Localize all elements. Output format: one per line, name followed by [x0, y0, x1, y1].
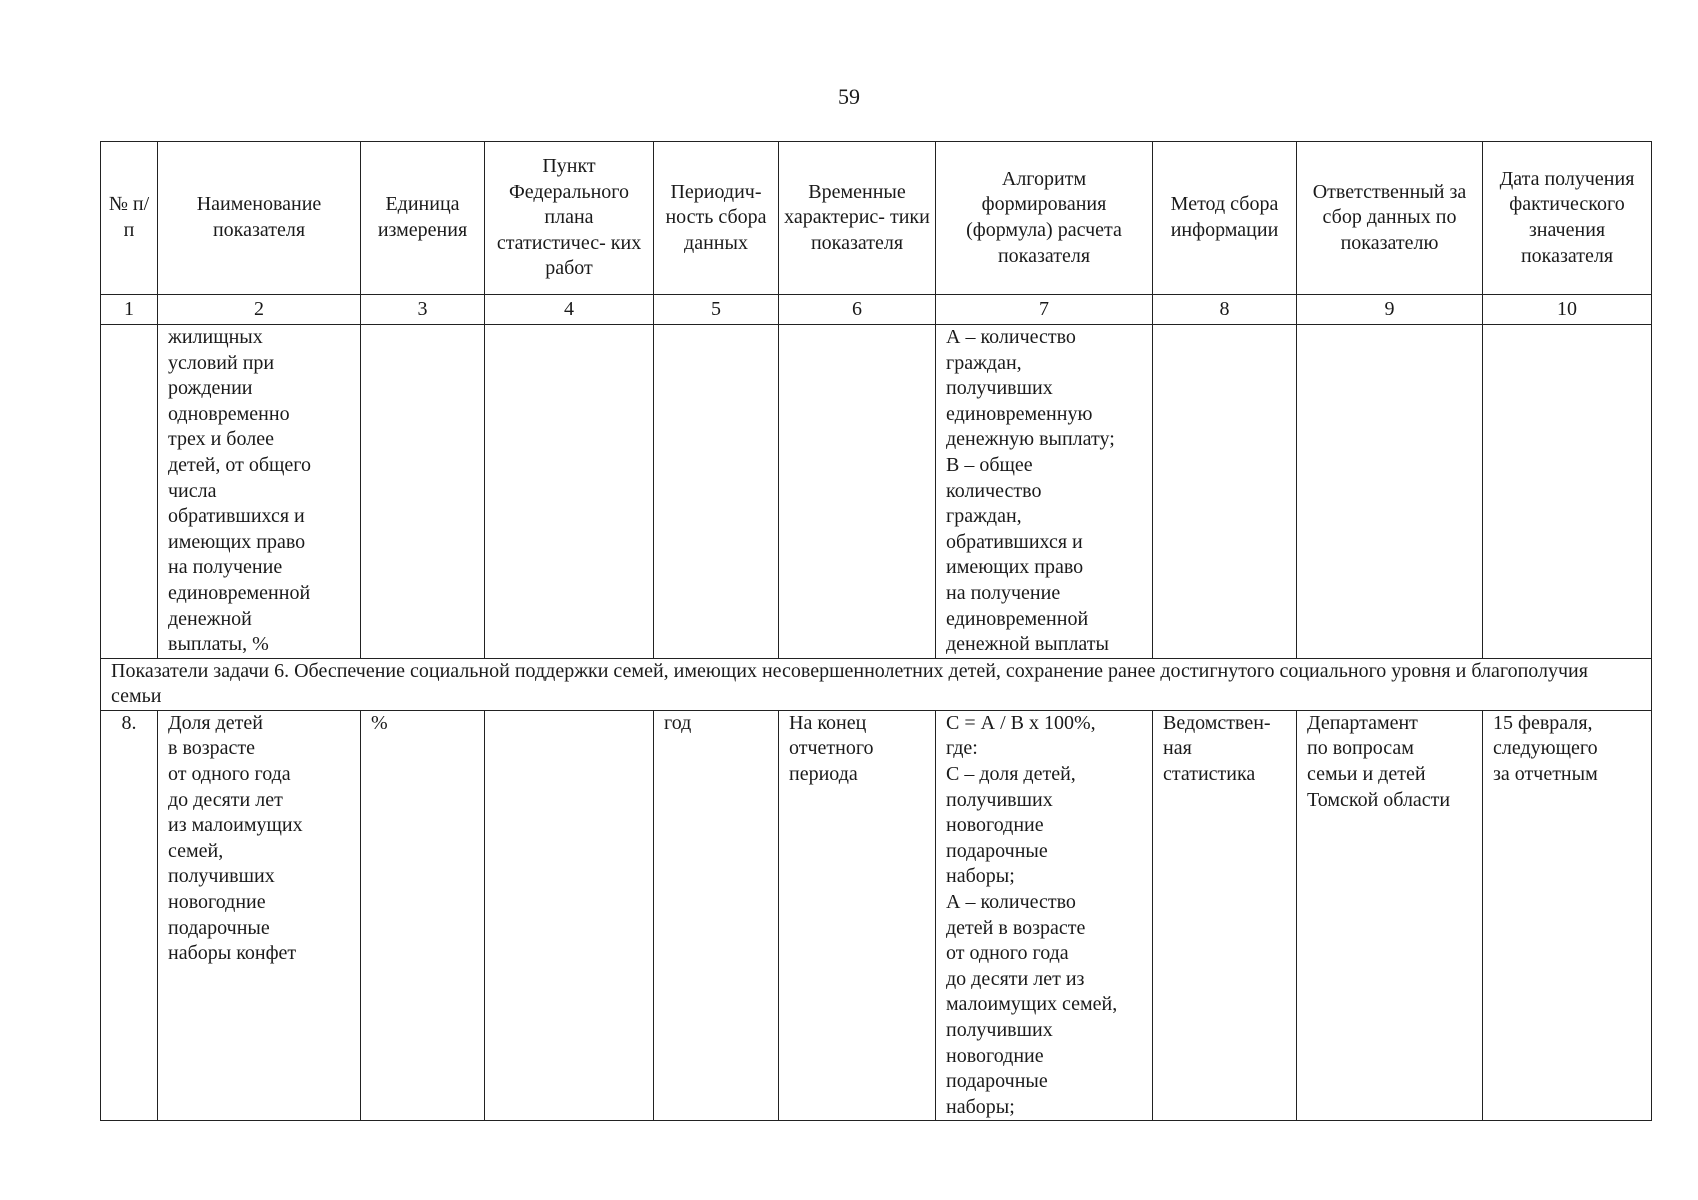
column-number: 4 — [485, 294, 654, 324]
cell-date — [1483, 324, 1652, 658]
cell-unit: % — [361, 710, 485, 1121]
table-row-8 — [101, 710, 1652, 1121]
cell-periodicity: год — [654, 710, 779, 1121]
cell-time-characteristics: На конец отчетного периода — [779, 710, 936, 1121]
header-name: Наименование показателя — [158, 142, 361, 295]
cell-responsible — [1297, 324, 1483, 658]
column-number: 5 — [654, 294, 779, 324]
header-unit: Единица измерения — [361, 142, 485, 295]
cell-algorithm: А – количество граждан, получивших единовременную денежную выплату; В – общее количество граждан, обратившихся и имеющих право на получение единовременной денежной выплаты — [936, 324, 1153, 658]
column-number-row — [101, 294, 1652, 324]
header-time-characteristics: Временные характерис- тики показателя — [779, 142, 936, 295]
cell-indicator-name: жилищных условий при рождении одновременно трех и более детей, от общего числа обратившихся и имеющих право на получение единовременной денежной выплаты, % — [158, 324, 361, 658]
column-number: 8 — [1153, 294, 1297, 324]
column-number: 1 — [101, 294, 158, 324]
column-number: 9 — [1297, 294, 1483, 324]
cell-fpsr — [485, 324, 654, 658]
cell-date: 15 февраля, следующего за отчетным — [1483, 710, 1652, 1121]
indicators-table — [100, 141, 1652, 1121]
header-num: № п/п — [101, 142, 158, 295]
table-row-continued — [101, 324, 1652, 658]
cell-method: Ведомствен- ная статистика — [1153, 710, 1297, 1121]
cell-time-characteristics — [779, 324, 936, 658]
header-periodicity: Периодич- ность сбора данных — [654, 142, 779, 295]
cell-algorithm: С = А / В х 100%, где: С – доля детей, получивших новогодние подарочные наборы; А – количество детей в возрасте от одного года до десяти лет из малоимущих семей, получивших новогодние подарочные наборы; — [936, 710, 1153, 1121]
header-algorithm: Алгоритм формирования (формула) расчета показателя — [936, 142, 1153, 295]
column-number: 6 — [779, 294, 936, 324]
column-number: 3 — [361, 294, 485, 324]
cell-num: 8. — [101, 710, 158, 1121]
cell-num — [101, 324, 158, 658]
column-number: 7 — [936, 294, 1153, 324]
cell-fpsr — [485, 710, 654, 1121]
column-number: 10 — [1483, 294, 1652, 324]
column-number: 2 — [158, 294, 361, 324]
header-fpsr: Пункт Федерального плана статистичес- ких работ — [485, 142, 654, 295]
cell-unit — [361, 324, 485, 658]
cell-method — [1153, 324, 1297, 658]
header-responsible: Ответственный за сбор данных по показателю — [1297, 142, 1483, 295]
section-row — [101, 658, 1652, 710]
table-header — [101, 142, 1652, 295]
cell-periodicity — [654, 324, 779, 658]
section-title: Показатели задачи 6. Обеспечение социальной поддержки семей, имеющих несовершеннолетних детей, сохранение ранее достигнутого социального уровня и благополучия семьи — [101, 658, 1652, 710]
header-date: Дата получения фактического значения показателя — [1483, 142, 1652, 295]
page-number: 59 — [838, 84, 860, 109]
cell-responsible: Департамент по вопросам семьи и детей Томской области — [1297, 710, 1483, 1121]
cell-indicator-name: Доля детей в возрасте от одного года до десяти лет из малоимущих семей, получивших новогодние подарочные наборы конфет — [158, 710, 361, 1121]
header-method: Метод сбора информации — [1153, 142, 1297, 295]
header-row — [101, 142, 1652, 295]
